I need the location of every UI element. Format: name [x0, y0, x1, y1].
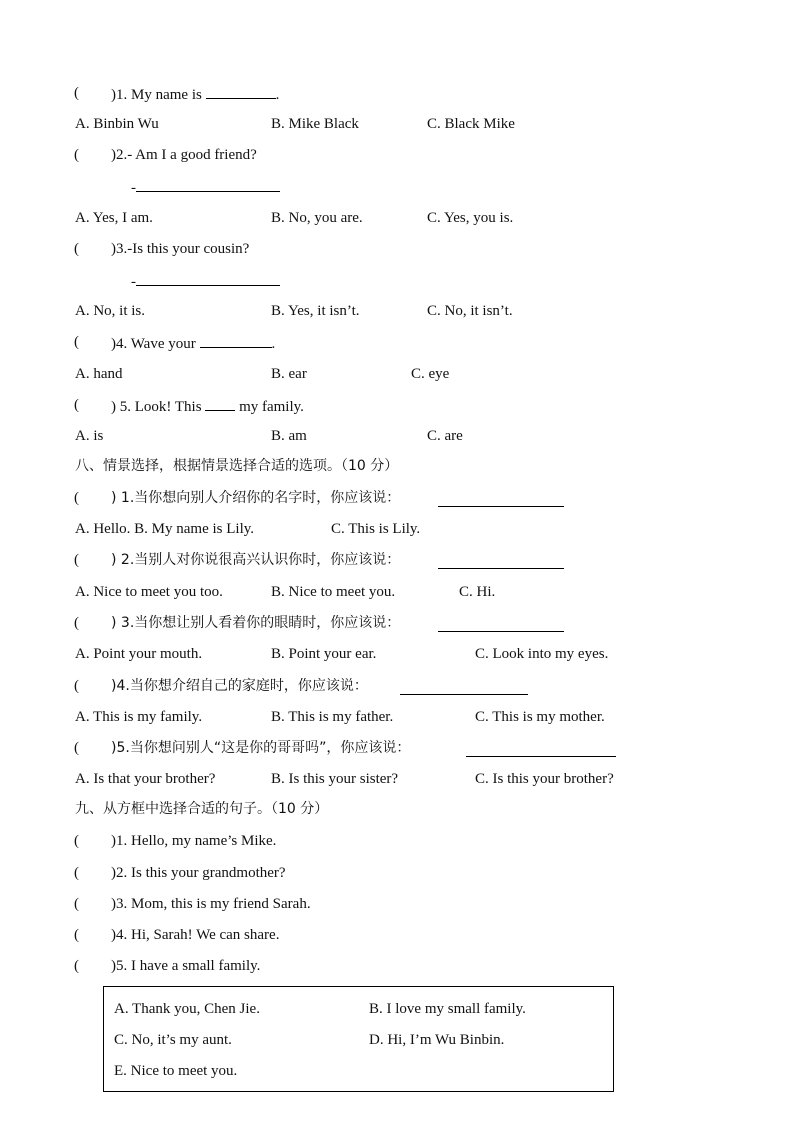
q8-5-option-a: A. Is that your brother? [75, 771, 216, 787]
q8-2-option-b: B. Nice to meet you. [271, 584, 396, 600]
q7-3-blank[interactable] [136, 271, 280, 286]
q7-4-tail: . [271, 336, 276, 352]
q8-2-option-c: C. Hi. [459, 584, 496, 600]
q7-4-option-a: A. hand [75, 366, 123, 382]
q7-1-option-a: A. Binbin Wu [75, 116, 159, 132]
q9-4-text: )4. Hi, Sarah! We can share. [111, 927, 280, 943]
q7-2-option-c: C. Yes, you is. [427, 210, 514, 226]
q7-3-answer [131, 271, 280, 291]
box-option-b: B. I love my small family. [369, 1001, 526, 1017]
q8-4-blank[interactable] [400, 680, 528, 695]
q7-2-option-a: A. Yes, I am. [75, 210, 153, 226]
q8-2-option-a: A. Nice to meet you too. [75, 584, 223, 600]
q7-5-blank[interactable] [205, 396, 235, 411]
q7-1-tail: . [275, 87, 280, 103]
q9-2-text: )2. Is this your grandmother? [111, 865, 286, 881]
q8-1-text: ) 1.当你想向别人介绍你的名字时，你应该说： [111, 490, 401, 506]
q8-3-blank[interactable] [438, 617, 564, 632]
q9-3-paren: ( [74, 896, 79, 912]
box-option-a: A. Thank you, Chen Jie. [114, 1001, 260, 1017]
q8-2-blank[interactable] [438, 554, 564, 569]
q7-1-option-c: C. Black Mike [427, 116, 515, 132]
q7-1-blank[interactable] [206, 84, 276, 99]
q8-4-paren: ( [74, 678, 79, 694]
q7-3-option-b: B. Yes, it isn’t. [271, 303, 360, 319]
section9-heading: 九、从方框中选择合适的句子。（10 分） [75, 801, 329, 817]
q7-5-option-c: C. are [427, 428, 463, 444]
q7-3-option-a: A. No, it is. [75, 303, 146, 319]
q8-1-options-ab: A. Hello. B. My name is Lily. [75, 521, 255, 537]
box-option-c: C. No, it’s my aunt. [114, 1032, 232, 1048]
q8-2-paren: ( [74, 552, 79, 568]
q8-3-option-b: B. Point your ear. [271, 646, 377, 662]
q8-5-option-c: C. Is this your brother? [475, 771, 614, 787]
q7-4-option-c: C. eye [411, 366, 450, 382]
box-option-d: D. Hi, I’m Wu Binbin. [369, 1032, 505, 1048]
q9-4-paren: ( [74, 927, 79, 943]
q7-5-tail: my family. [239, 399, 304, 415]
q7-5-option-a: A. is [75, 428, 104, 444]
q7-5-option-b: B. am [271, 428, 307, 444]
q7-2-dash: - [131, 180, 136, 196]
q7-1-option-b: B. Mike Black [271, 116, 359, 132]
q7-4-stem [111, 333, 275, 353]
q8-5-paren: ( [74, 740, 79, 756]
q9-3-text: )3. Mom, this is my friend Sarah. [111, 896, 311, 912]
q7-1-text: )1. My name is [111, 87, 202, 103]
q9-5-paren: ( [74, 958, 79, 974]
q8-3-text: ) 3.当你想让别人看着你的眼睛时，你应该说： [111, 615, 401, 631]
q7-2-text: )2.- Am I a good friend? [111, 147, 257, 163]
q7-5-paren: ( [74, 397, 79, 413]
q7-1-paren: ( [74, 85, 79, 101]
q8-1-blank[interactable] [438, 492, 564, 507]
q7-1-stem [111, 84, 279, 104]
q7-4-paren: ( [74, 334, 79, 350]
q8-3-paren: ( [74, 615, 79, 631]
q8-2-text: ) 2.当别人对你说很高兴认识你时，你应该说： [111, 552, 401, 568]
q8-1-option-c: C. This is Lily. [331, 521, 421, 537]
q7-3-text: )3.-Is this your cousin? [111, 241, 250, 257]
q7-5-stem [111, 396, 304, 416]
q7-4-option-b: B. ear [271, 366, 307, 382]
q7-5-text: ) 5. Look! This [111, 399, 202, 415]
q7-3-dash: - [131, 274, 136, 290]
q8-5-option-b: B. Is this your sister? [271, 771, 399, 787]
q7-4-text: )4. Wave your [111, 336, 196, 352]
box-option-e: E. Nice to meet you. [114, 1063, 238, 1079]
q8-3-option-c: C. Look into my eyes. [475, 646, 609, 662]
q9-1-text: )1. Hello, my name’s Mike. [111, 833, 277, 849]
q8-4-option-a: A. This is my family. [75, 709, 203, 725]
q7-2-answer [131, 177, 280, 197]
q9-2-paren: ( [74, 865, 79, 881]
q7-2-blank[interactable] [136, 177, 280, 192]
q8-4-text: )4.当你想介绍自己的家庭时，你应该说： [111, 678, 368, 694]
section8-heading: 八、情景选择，根据情景选择合适的选项。（10 分） [75, 458, 399, 474]
q9-5-text: )5. I have a small family. [111, 958, 261, 974]
q9-1-paren: ( [74, 833, 79, 849]
q8-1-paren: ( [74, 490, 79, 506]
q7-2-paren: ( [74, 147, 79, 163]
q7-3-option-c: C. No, it isn’t. [427, 303, 513, 319]
q7-3-paren: ( [74, 241, 79, 257]
q8-5-text: )5.当你想问别人“这是你的哥哥吗”，你应该说： [111, 740, 411, 756]
q7-4-blank[interactable] [200, 333, 272, 348]
q8-5-blank[interactable] [466, 742, 616, 757]
q8-4-option-b: B. This is my father. [271, 709, 394, 725]
q8-3-option-a: A. Point your mouth. [75, 646, 203, 662]
q8-4-option-c: C. This is my mother. [475, 709, 605, 725]
q7-2-option-b: B. No, you are. [271, 210, 363, 226]
